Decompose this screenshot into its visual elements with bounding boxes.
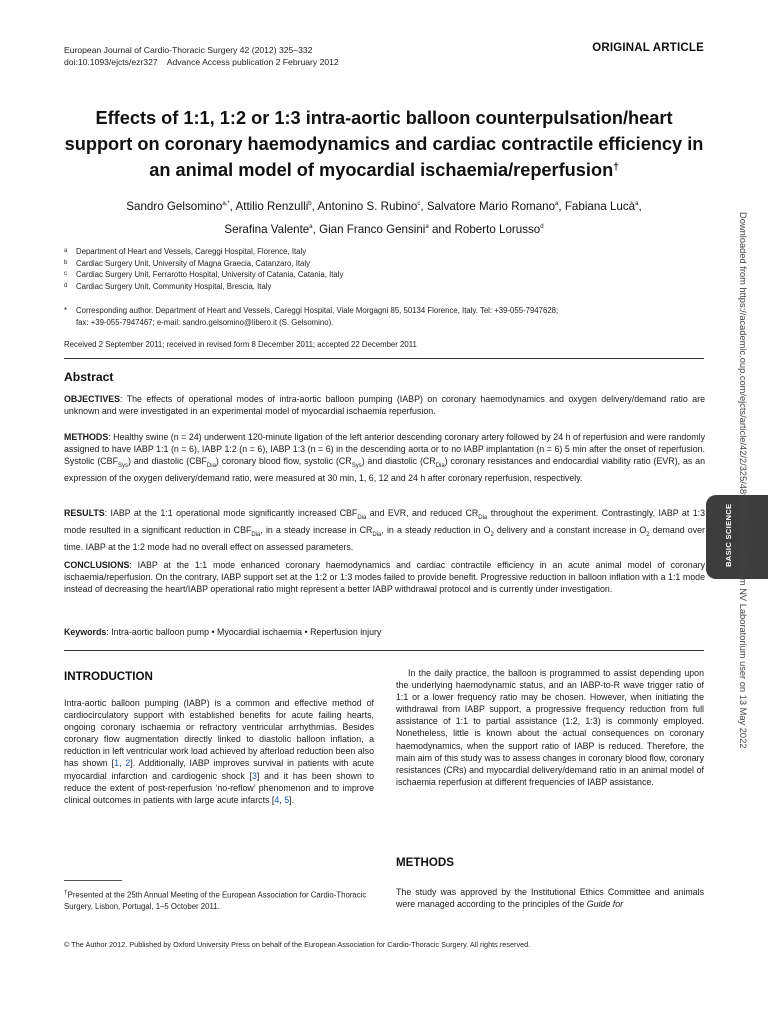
subscript: Dia <box>372 531 382 538</box>
abstract-bottom-rule <box>64 650 704 651</box>
affiliation-mark: d <box>64 282 68 289</box>
download-watermark: Downloaded from https://academic.oup.com/ejcts/article/42/2/325/489840 by SGS Belgium NV Laboratorium user on 13 May 2022 <box>738 212 748 749</box>
journal-line-2: doi:10.1093/ejcts/ezr327 Advance Access publication 2 February 2012 <box>64 57 339 67</box>
author-name[interactable]: Fabiana Lucà <box>564 199 636 213</box>
author-separator: , <box>638 199 642 213</box>
methods-text: ) and diastolic (CR <box>361 456 436 467</box>
author-affil-mark: d <box>540 223 544 230</box>
author-affil-mark: b <box>308 201 312 207</box>
intro-text: ]. Additionally, IABP improves survival in patients with acute myocardial infarction and cardiogenic shock [ <box>64 758 374 781</box>
objectives-text: : The effects of operational modes of intra-aortic balloon pumping (IABP) on coronary haemodynamics and oxygen delivery/demand ratio are unknown and were investigated in an experimental model of myocardial ischaemia reperfusion. <box>64 394 705 417</box>
conclusions-text: : IABP at the 1:1 mode enhanced coronary haemodynamics and cardiac contractile efficiency in an acute animal model of coronary ischaemia/reperfusion. On the contrary, IABP support set at the 1:2 or 1:3 modes failed to provide benefit. Progressive reduction in balloon inflation with a 1:1 mode instead of decreasing the heart/IABP operational ratio might represent a better IABP withdrawal protocol and is currently under investigation. <box>64 560 705 595</box>
citation-link[interactable]: 3 <box>252 770 257 781</box>
title-footnote <box>64 887 376 912</box>
methods-paragraph-1 <box>396 886 704 910</box>
objectives-label: OBJECTIVES <box>64 394 121 404</box>
affiliation-text: Cardiac Surgery Unit, University of Magna Graecia, Catanzaro, Italy <box>76 258 311 268</box>
citation-link[interactable]: 5 <box>284 794 290 805</box>
author-affil-mark: a,* <box>222 201 230 207</box>
correspondence-email[interactable]: fax: +39-055-7947467; e-mail: sandro.gelsomino@libero.it (S. Gelsomino). <box>76 317 334 327</box>
methods-text: ) coronary blood flow, systolic (CR <box>215 456 352 467</box>
results-text: , in a steady increase in CR <box>260 524 373 535</box>
author-affil-mark: a <box>635 201 639 207</box>
citation-link[interactable]: 2 <box>125 758 131 769</box>
footnote-text: Presented at the 25th Annual Meeting of the European Association for Cardio-Thoracic Surgery, Lisbon, Portugal, 1–5 October 2011. <box>64 890 367 911</box>
results-text: delivery and a constant increase in O <box>493 524 647 535</box>
correspondence-line-1 <box>64 305 684 317</box>
results-text: throughout the experiment. Contrastingly, IABP at 1:3 mode resulted in a significant reduction in CBF <box>64 508 705 535</box>
abstract-methods <box>64 431 705 484</box>
article-title <box>60 105 708 183</box>
methods-text: ) and diastolic (CBF <box>128 456 207 467</box>
keywords-label: Keywords <box>64 627 107 637</box>
results-label: RESULTS <box>64 508 105 518</box>
affiliation-text: Department of Heart and Vessels, Careggi Hospital, Florence, Italy <box>76 247 307 256</box>
methods-text: : Healthy swine (n = 24) underwent 120-minute ligation of the left anterior descending coronary artery followed by 24 h of reperfusion and were randomly assigned to have IABP 1:1 (n = 6), IABP 1:2 (n = 6), IABP 1:3 (n = 6) in the descending aorta or to no IABP implantation (n = 6) 5 min after the onset of reperfusion. Systolic (CBF <box>64 432 705 467</box>
author-separator: , <box>420 199 427 213</box>
methods-italic-text: Guide for <box>586 899 624 910</box>
affiliation-item <box>64 269 343 281</box>
article-type-label: ORIGINAL ARTICLE <box>592 42 704 54</box>
section-side-tab <box>706 495 768 579</box>
author-separator: , <box>311 199 318 213</box>
introduction-heading: INTRODUCTION <box>64 670 153 683</box>
correspondence-note <box>64 305 684 328</box>
subscript: Dia <box>435 462 445 469</box>
intro-text: ]. <box>289 794 295 805</box>
affiliation-mark: b <box>64 259 68 266</box>
results-text: and EVR, and reduced CR <box>366 508 479 518</box>
affiliation-mark: c <box>64 271 67 278</box>
correspondence-line-2 <box>64 317 684 329</box>
title-footnote-mark: † <box>613 162 619 173</box>
author-name[interactable]: Sandro Gelsomino <box>126 199 223 213</box>
abstract-conclusions <box>64 559 705 595</box>
abstract-heading: Abstract <box>64 370 114 384</box>
subscript: Dia <box>478 514 488 521</box>
affiliation-text: Cardiac Surgery Unit, Ferrarotto Hospital, University of Catania, Catania, Italy <box>76 270 344 280</box>
copyright-notice: © The Author 2012. Published by Oxford University Press on behalf of the European Association for Cardio-Thoracic Surgery. All rights reserved. <box>64 940 531 949</box>
author-separator: and <box>428 222 455 236</box>
author-affil-mark: a <box>309 223 313 230</box>
conclusions-label: CONCLUSIONS <box>64 560 130 570</box>
subscript: 2 <box>646 531 650 538</box>
side-tab-label: BASIC SCIENCE <box>724 503 733 567</box>
author-name[interactable]: Antonino S. Rubino <box>317 199 418 213</box>
abstract-results <box>64 507 705 553</box>
author-affil-mark: a <box>555 201 559 207</box>
results-text: , in a steady reduction in O <box>381 524 491 535</box>
citation-link[interactable]: 4 <box>274 794 280 805</box>
article-title-text: Effects of 1:1, 1:2 or 1:3 intra-aortic balloon counterpulsation/heart support on coronary haemodynamics and cardiac contractile efficiency in an animal model of myocardial ischaemia/reperfusion <box>64 108 704 180</box>
methods-label: METHODS <box>64 432 109 442</box>
affiliation-item <box>64 281 343 293</box>
results-text: : IABP at the 1:1 operational mode significantly increased CBF <box>104 508 358 518</box>
affiliation-text: Cardiac Surgery Unit, Community Hospital, Brescia, Italy <box>76 281 272 291</box>
methods-text: ) coronary resistances and endocardial viability ratio (EVR), as an expression of the oxygen delivery/demand ratio, were measured at 30 min, 1, 6, 12 and 24 h after coronary reperfusion, respectively. <box>64 456 706 484</box>
affiliation-mark: a <box>64 248 68 254</box>
author-affil-mark: a <box>425 223 429 230</box>
intro-text: , <box>119 758 126 769</box>
journal-line-1: European Journal of Cardio-Thoracic Surgery 42 (2012) 325–332 <box>64 45 313 55</box>
introduction-paragraph-1 <box>64 697 374 806</box>
methods-heading: METHODS <box>396 856 454 869</box>
author-name[interactable]: Gian Franco Gensini <box>319 222 426 236</box>
abstract-top-rule <box>64 358 704 359</box>
abstract-objectives <box>64 393 705 417</box>
correspondence-text[interactable]: Corresponding author. Department of Heart and Vessels, Careggi Hospital, Viale Morgagni 85, 50134 Florence, Italy. Tel: +39-055-7947628; <box>76 306 559 315</box>
citation-link[interactable]: 1 <box>114 758 119 769</box>
received-dates: Received 2 September 2011; received in revised form 8 December 2011; accepted 22 December 2011 <box>64 340 417 349</box>
subscript: Sys <box>351 462 362 469</box>
subscript: Dia <box>206 462 216 469</box>
correspondence-mark: * <box>64 306 68 315</box>
author-name[interactable]: Serafina Valente <box>224 222 310 236</box>
subscript: 2 <box>490 531 494 538</box>
author-name[interactable]: Attilio Renzulli <box>235 199 309 213</box>
footnote-rule <box>64 880 122 881</box>
journal-citation <box>64 44 339 68</box>
intro-text: ] and it has been shown to reduce the extent of post-reperfusion ‘no-reflow’ phenomenon and to improve clinical outcomes in patients with large acute infarcts [ <box>64 770 374 805</box>
author-list <box>64 194 704 240</box>
intro-text: Intra-aortic balloon pumping (IABP) is a common and effective method of cardiocirculatory support with established benefits for acute failing hearts, ongoing coronary ischaemia or refractory ventricular arrhythmias. Besides coronary flow augmentation directly linked to diastolic balloon inflation, a reduction in left ventricular work load achieved by afterload reduction been also has shown [ <box>64 698 374 769</box>
author-name[interactable]: Salvatore Mario Romano <box>426 199 556 213</box>
abstract-keywords <box>64 626 705 638</box>
results-text: demand over time. IABP at the 1:2 mode had no overall effect on assessed parameters. <box>64 524 705 552</box>
subscript: Dia <box>357 514 367 521</box>
introduction-paragraph-2: In the daily practice, the balloon is programmed to assist depending upon the underlying haemodynamic status, and an IABP-to-R wave trigger ratio of 1:1 or a lower frequency ratio may be chosen. However, when initiating the withdrawal from IABP support, a progressive frequency reduction from full assistance of 1:1 to partial assistance (1:2, 1:3) is commonly employed. Nonetheless, little is known about the actual consequences on coronary haemodynamics, when the support ratio of IABP is reduced. Therefore, the main aim of this study was to assess changes in coronary blood flow, coronary resistances (CRs) and myocardial delivery/demand ratio in an animal model of ischaemia reperfusion at different frequencies of IABP assistance. <box>396 668 704 787</box>
author-separator: , <box>229 199 236 213</box>
footnote-mark: † <box>64 889 68 896</box>
author-separator: , <box>558 199 565 213</box>
affiliation-item <box>64 246 343 258</box>
intro-text: , <box>279 794 285 805</box>
keywords-text: : Intra-aortic balloon pump • Myocardial ischaemia • Reperfusion injury <box>106 627 382 637</box>
subscript: Dia <box>251 531 261 538</box>
affiliation-list <box>64 246 343 292</box>
methods-body-text: The study was approved by the Institutional Ethics Committee and animals were managed according to the principles of the <box>396 887 704 910</box>
subscript: Sys <box>117 462 128 469</box>
affiliation-item <box>64 258 343 270</box>
author-affil-mark: c <box>417 201 421 207</box>
author-separator: , <box>312 222 320 236</box>
author-name[interactable]: Roberto Lorusso <box>454 222 541 236</box>
